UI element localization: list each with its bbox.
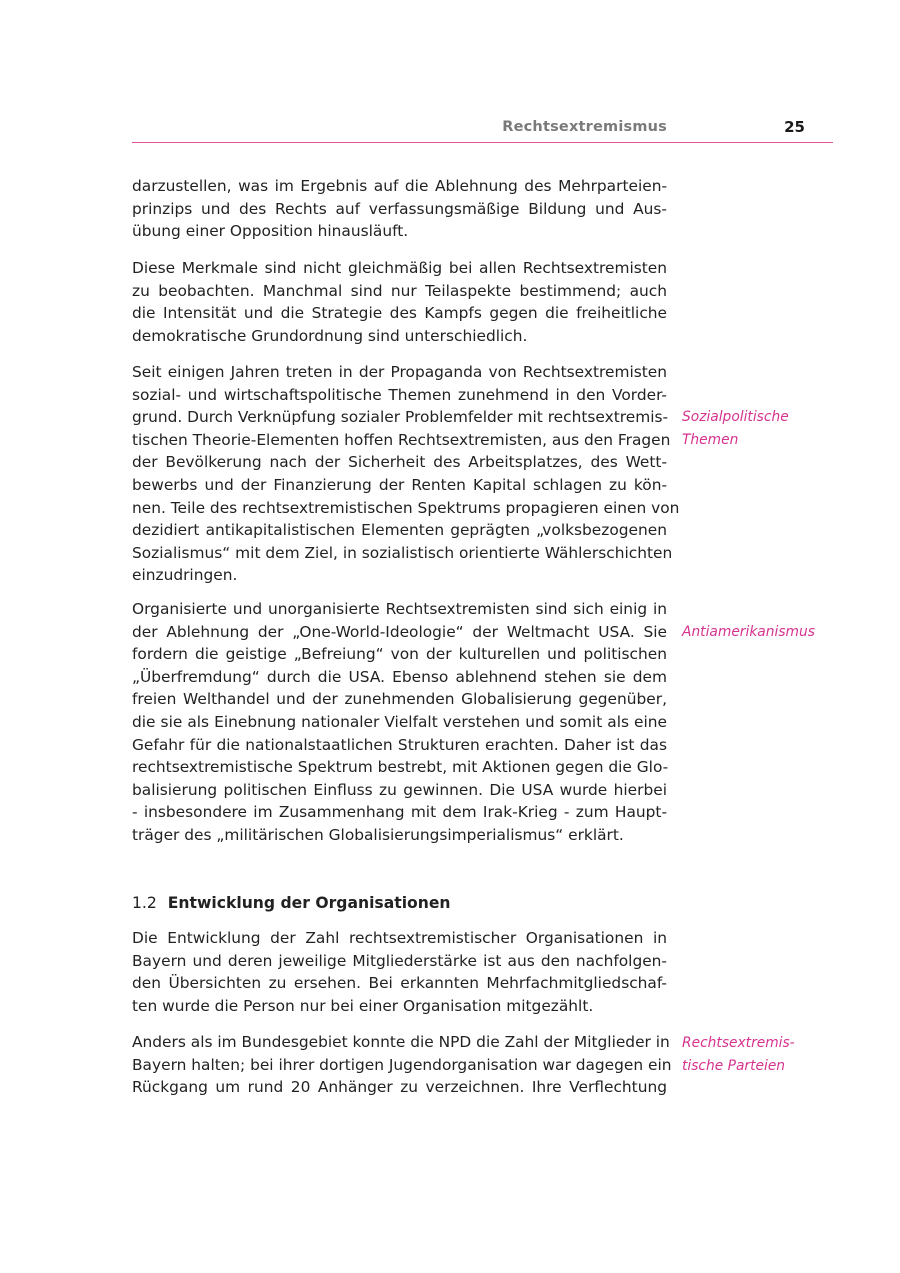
margin-note-sozialpolitische-themen [682,406,842,451]
paragraph-2 [132,257,667,347]
paragraph-line: - insbesondere im Zusammenhang mit dem Irak-Krieg - zum Haupt- [132,803,667,822]
paragraph-line: Bayern und deren jeweilige Mitgliederstärke ist aus den nachfolgen- [132,951,667,970]
paragraph-line: die Intensität und die Strategie des Kampfs gegen die freiheitliche [132,304,667,323]
paragraph-line: Seit einigen Jahren treten in der Propaganda von Rechtsextremisten [132,363,667,381]
section-number: 1.2 [132,894,157,912]
paragraph-1 [132,175,667,243]
margin-note-antiamerikanismus [682,621,842,644]
section-heading [132,894,451,912]
section-title: Entwicklung der Organisationen [167,894,451,912]
paragraph-5 [132,927,667,1017]
margin-note-rechtsextremistische-parteien [682,1032,842,1077]
running-header [132,116,833,143]
paragraph-line: der Ablehnung der „One-World-Ideologie“ der Weltmacht USA. Sie [132,622,667,641]
paragraph-line: Organisierte und unorganisierte Rechtsextremisten sind sich einig in [132,600,667,618]
margin-note-line: tische Parteien [682,1057,786,1074]
paragraph-line: dezidiert antikapitalistischen Elementen geprägten „volksbezogenen [132,521,667,540]
paragraph-line: demokratische Grundordnung sind unterschiedlich. [132,326,528,345]
paragraph-line: Diese Merkmale sind nicht gleichmäßig bei allen Rechtsextremisten [132,259,667,277]
paragraph-line: einzudringen. [132,566,238,585]
paragraph-line: prinzips und des Rechts auf verfassungsmäßige Bildung und Aus- [132,199,667,218]
margin-note-line: Sozialpolitische [682,409,789,425]
paragraph-line: balisierung politischen Einfluss zu gewinnen. Die USA wurde hierbei [132,780,667,799]
page-number: 25 [784,118,805,136]
paragraph-line: Bayern halten; bei ihrer dortigen Jugendorganisation war dagegen ein [132,1055,672,1074]
margin-note-line: Antiamerikanismus [682,624,815,640]
paragraph-line: tischen Theorie-Elementen hoffen Rechtsextremisten, aus den Fragen [132,430,671,449]
paragraph-line: zu beobachten. Manchmal sind nur Teilaspekte bestimmend; auch [132,281,667,300]
paragraph-6 [132,1031,672,1099]
paragraph-line: „Überfremdung“ durch die USA. Ebenso ablehnend stehen sie dem [132,667,667,686]
paragraph-line: grund. Durch Verknüpfung sozialer Problemfelder mit rechtsextremis- [132,408,669,427]
paragraph-4 [132,598,667,847]
paragraph-line: den Übersichten zu ersehen. Bei erkannten Mehrfachmitgliedschaf- [132,974,667,993]
paragraph-line: sozial- und wirtschaftspolitische Themen zunehmend in den Vorder- [132,385,667,404]
paragraph-line: Gefahr für die nationalstaatlichen Strukturen erachten. Daher ist das [132,735,667,754]
margin-note-line: Rechtsextremis- [682,1035,795,1051]
paragraph-line: Sozialismus“ mit dem Ziel, in sozialistisch orientierte Wählerschichten [132,543,673,562]
paragraph-line: fordern die geistige „Befreiung“ von der kulturellen und politischen [132,645,667,664]
paragraph-line: ten wurde die Person nur bei einer Organisation mitgezählt. [132,996,594,1015]
paragraph-line: übung einer Opposition hinausläuft. [132,222,409,241]
paragraph-line: Die Entwicklung der Zahl rechtsextremistischer Organisationen in [132,929,667,947]
paragraph-line: träger des „militärischen Globalisierungsimperialismus“ erklärt. [132,825,624,844]
paragraph-line: nen. Teile des rechtsextremistischen Spektrums propagieren einen von [132,498,680,517]
paragraph-line: bewerbs und der Finanzierung der Renten Kapital schlagen zu kön- [132,475,667,494]
margin-note-line: Themen [682,431,739,448]
paragraph-line: Rückgang um rund 20 Anhänger zu verzeichnen. Ihre Verflechtung [132,1078,667,1097]
running-header-title: Rechtsextremismus [502,119,667,135]
paragraph-line: rechtsextremistische Spektrum bestrebt, mit Aktionen gegen die Glo- [132,758,669,777]
paragraph-line: darzustellen, was im Ergebnis auf die Ablehnung des Mehrparteien- [132,177,667,195]
paragraph-line: freien Welthandel und der zunehmenden Globalisierung gegenüber, [132,690,667,709]
paragraph-3 [132,361,680,587]
paragraph-line: Anders als im Bundesgebiet konnte die NPD die Zahl der Mitglieder in [132,1033,670,1051]
paragraph-line: die sie als Einebnung nationaler Vielfalt verstehen und somit als eine [132,712,667,731]
paragraph-line: der Bevölkerung nach der Sicherheit des Arbeitsplatzes, des Wett- [132,453,667,472]
